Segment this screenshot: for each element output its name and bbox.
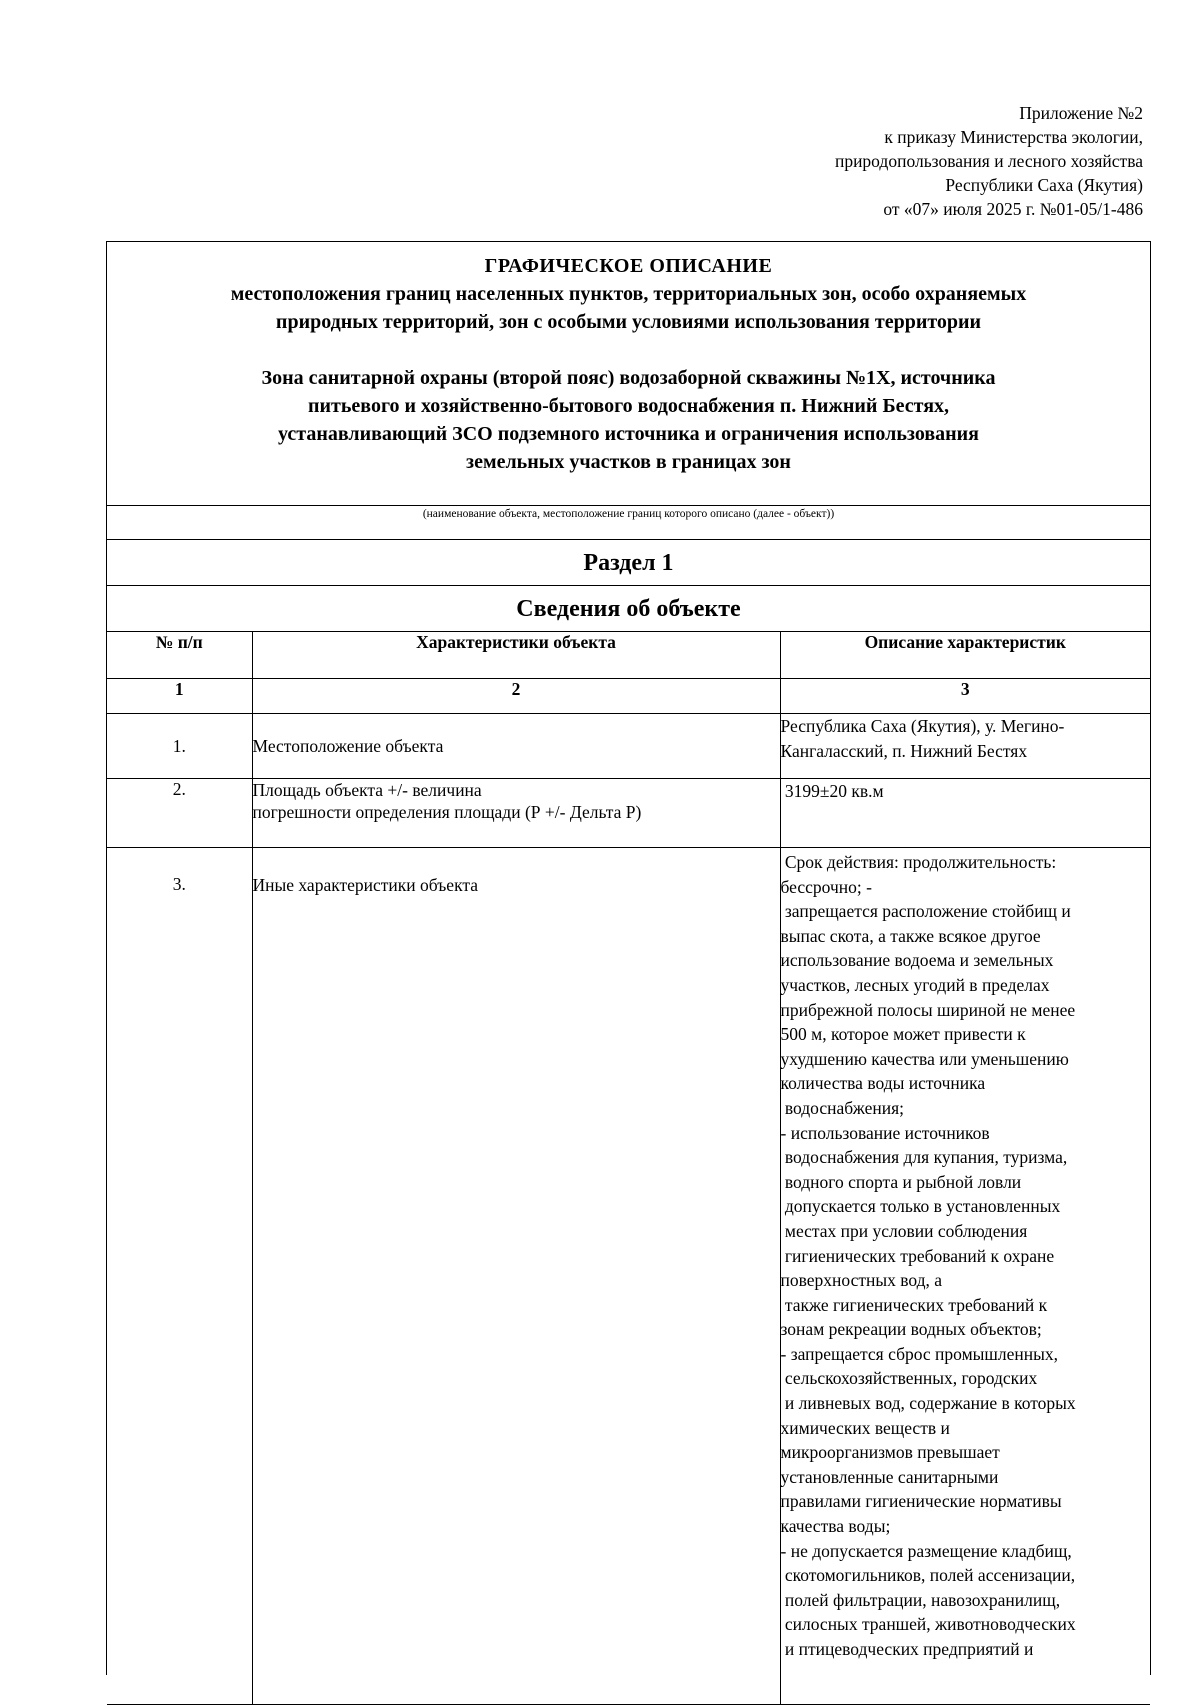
- subtitle-line: природных территорий, зон с особыми условиями использования территории: [275, 311, 982, 333]
- appendix-line: Приложение №2: [1019, 103, 1143, 123]
- row-value: [780, 714, 1150, 779]
- section-label: Раздел 1: [107, 540, 1150, 586]
- row-value: [780, 779, 1150, 848]
- row-number: 2.: [107, 779, 252, 848]
- object-name-line: питьевого и хозяйственно-бытового водоснабжения п. Нижний Бестях,: [307, 395, 950, 417]
- row-number: 1.: [107, 714, 252, 779]
- section-title: Сведения об объекте: [107, 586, 1150, 632]
- object-name-line: устанавливающий ЗСО подземного источника и ограничения использования: [278, 423, 979, 445]
- value-line: запрещается расположение стойбищ и: [780, 901, 1071, 922]
- value-line: правилами гигиенические нормативы: [780, 1491, 1062, 1512]
- value-line: скотомогильников, полей ассенизации,: [780, 1565, 1076, 1586]
- value-line: сельскохозяйственных, городских: [780, 1368, 1038, 1389]
- value-line: и птицеводческих предприятий и: [780, 1639, 1034, 1659]
- value-line: гигиенических требований к охране: [780, 1245, 1055, 1266]
- value-line: ухудшению качества или уменьшению: [780, 1048, 1069, 1069]
- document-title: ГРАФИЧЕСКОЕ ОПИСАНИЕ: [484, 255, 773, 277]
- value-line: микроорганизмов превышает: [780, 1442, 1000, 1463]
- document-frame: [106, 241, 1151, 1675]
- value-line: местах при условии соблюдения: [780, 1220, 1028, 1241]
- object-info-table: [107, 632, 1150, 1705]
- value-line: химических веществ и: [780, 1417, 950, 1438]
- column-number: 2: [252, 679, 780, 714]
- appendix-line: к приказу Министерства экологии,: [884, 127, 1143, 147]
- object-name-line: Зона санитарной охраны (второй пояс) водозаборной скважины №1Х, источника: [261, 367, 996, 389]
- label-line: погрешности определения площади (Р +/- Дельта Р): [252, 802, 642, 822]
- value-line: - запрещается сброс промышленных,: [780, 1343, 1059, 1364]
- value-line: водоснабжения;: [780, 1097, 904, 1118]
- value-line: Срок действия: продолжительность:: [780, 852, 1057, 872]
- row-number: 3.: [107, 848, 252, 1705]
- value-line: качества воды;: [780, 1516, 891, 1537]
- value-line: и ливневых вод, содержание в которых: [780, 1393, 1076, 1414]
- column-number: 3: [780, 679, 1150, 714]
- title-block: [107, 242, 1150, 506]
- value-line: поверхностных вод, а: [780, 1270, 943, 1291]
- appendix-line: от «07» июля 2025 г. №01-05/1-486: [883, 199, 1143, 219]
- value-line: зонам рекреации водных объектов;: [780, 1319, 1042, 1340]
- column-number: 1: [107, 679, 252, 714]
- value-line: 3199±20 кв.м: [780, 781, 884, 801]
- appendix-line: природопользования и лесного хозяйства: [834, 151, 1143, 171]
- value-line: водного спорта и рыбной ловли: [780, 1171, 1022, 1192]
- value-line: Кангаласский, п. Нижний Бестях: [780, 740, 1028, 761]
- object-name-line: земельных участков в границах зон: [466, 451, 791, 473]
- table-row: [107, 714, 1150, 779]
- appendix-line: Республики Саха (Якутия): [945, 175, 1143, 195]
- row-label: Иные характеристики объекта: [252, 848, 780, 1705]
- value-line: участков, лесных угодий в пределах: [780, 974, 1050, 995]
- column-header: Описание характеристик: [780, 632, 1150, 679]
- value-line: бессрочно; -: [780, 876, 872, 897]
- value-line: выпас скота, а также всякое другое: [780, 925, 1041, 946]
- value-line: допускается только в установленных: [780, 1196, 1061, 1217]
- value-line: полей фильтрации, навозохранилищ,: [780, 1589, 1061, 1610]
- table-header-row: [107, 632, 1150, 679]
- table-number-row: [107, 679, 1150, 714]
- column-header: № п/п: [107, 632, 252, 679]
- value-line: - использование источников: [780, 1122, 990, 1143]
- value-line: - не допускается размещение кладбищ,: [780, 1540, 1072, 1561]
- value-line: количества воды источника: [780, 1073, 986, 1094]
- table-row: [107, 779, 1150, 848]
- value-line: установленные санитарными: [780, 1466, 999, 1487]
- appendix-block: [835, 101, 1143, 221]
- value-line: также гигиенических требований к: [780, 1294, 1048, 1315]
- value-line: 500 м, которое может привести к: [780, 1024, 1026, 1045]
- object-name: [107, 364, 1150, 476]
- value-line: Республика Саха (Якутия), у. Мегино-: [780, 716, 1065, 736]
- value-line: водоснабжения для купания, туризма,: [780, 1147, 1068, 1168]
- table-row: [107, 848, 1150, 1705]
- row-label: [252, 779, 780, 848]
- object-caption: (наименование объекта, местоположение границ которого описано (далее - объект)): [107, 506, 1150, 540]
- row-label: Местоположение объекта: [252, 714, 780, 779]
- label-line: Площадь объекта +/- величина: [252, 780, 482, 800]
- row-value: [780, 848, 1150, 1705]
- column-header: Характеристики объекта: [252, 632, 780, 679]
- document-subtitle: [107, 280, 1150, 336]
- value-line: прибрежной полосы шириной не менее: [780, 999, 1076, 1020]
- value-line: силосных траншей, животноводческих: [780, 1614, 1076, 1635]
- subtitle-line: местоположения границ населенных пунктов, территориальных зон, особо охраняемых: [230, 283, 1027, 305]
- value-line: использование водоема и земельных: [780, 950, 1054, 971]
